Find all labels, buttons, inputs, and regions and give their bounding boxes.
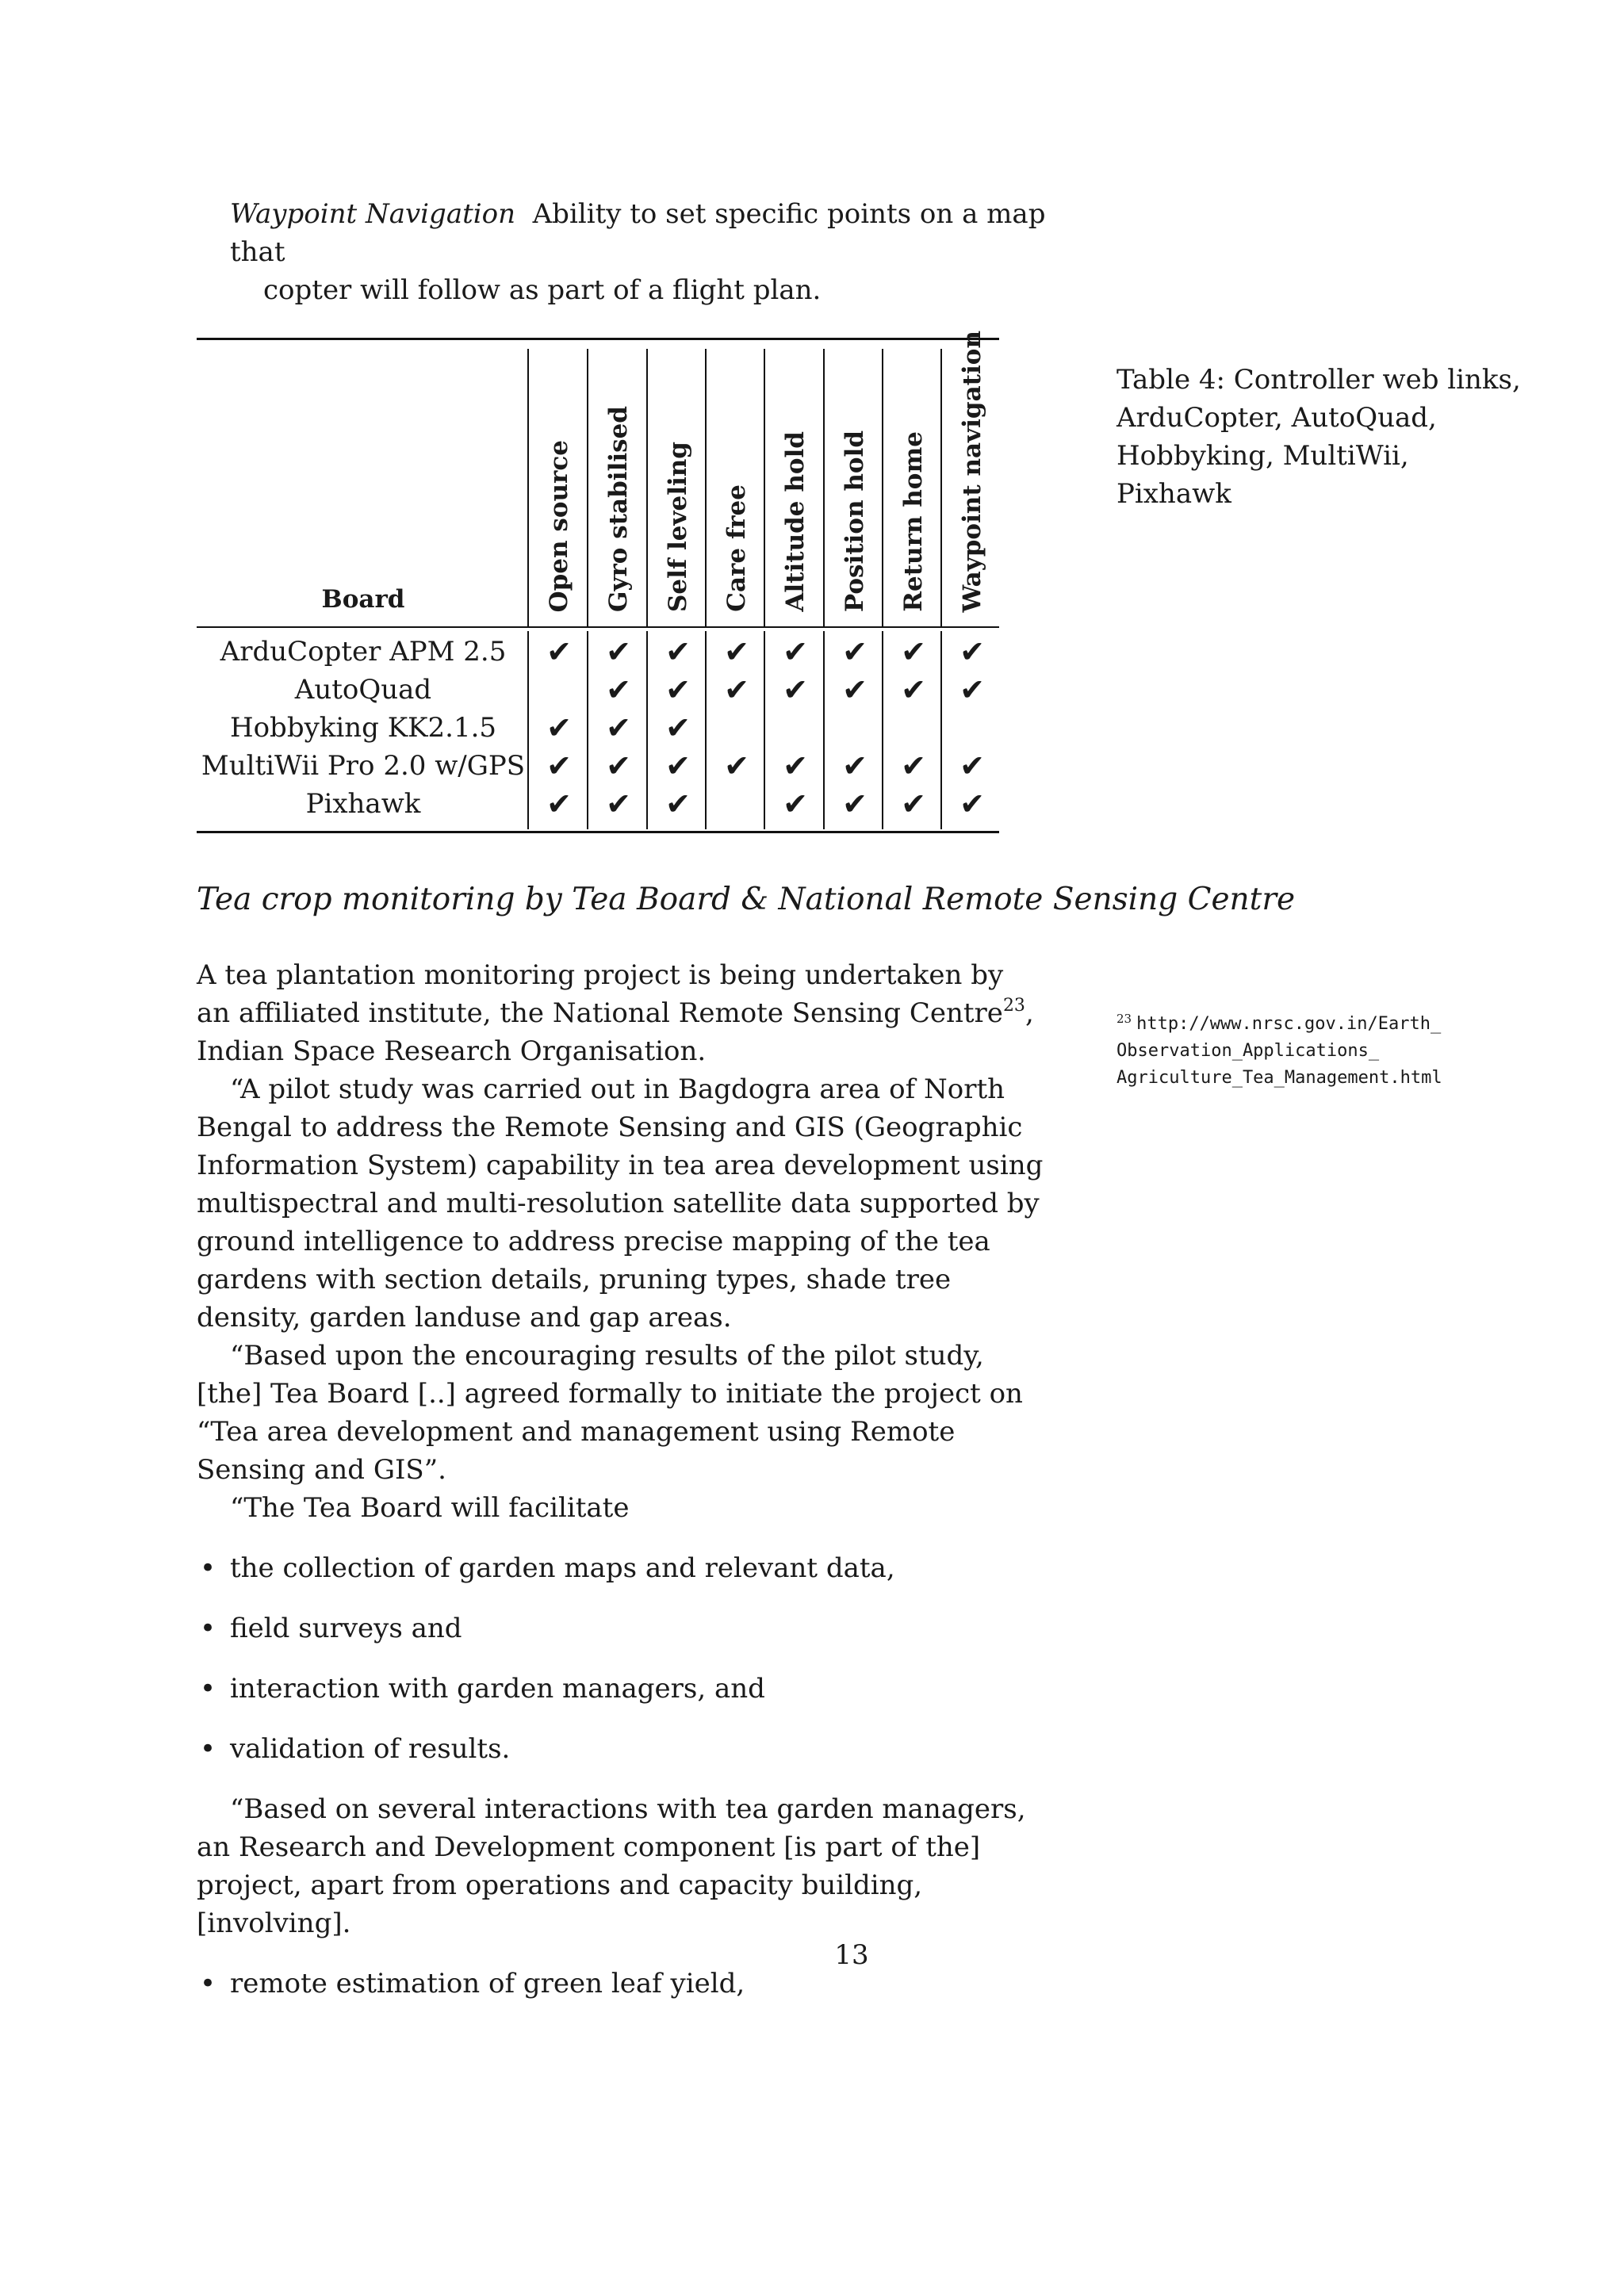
check-mark-icon: ✔ — [665, 672, 691, 707]
definition-term: Waypoint Navigation — [230, 198, 515, 230]
column-divider — [823, 349, 825, 626]
check-mark-icon: ✔ — [606, 634, 631, 669]
check-mark-icon: ✔ — [606, 710, 631, 745]
column-divider — [646, 631, 648, 829]
section-body — [197, 956, 1045, 2025]
column-header: Self leveling — [664, 441, 692, 612]
list-item: • remote estimation of green leaf yield, — [197, 1965, 1045, 2003]
sidenote-url-line1[interactable]: http://www.nrsc.gov.in/Earth_ — [1136, 1014, 1442, 1034]
column-header: Open source — [545, 439, 573, 612]
controller-table — [197, 330, 999, 834]
column-divider — [587, 349, 588, 626]
check-mark-icon: ✔ — [665, 634, 691, 669]
paragraph: “Based on several interactions with tea garden managers, an Research and Development component [is part of the] project, apart from operations and capacity building, [involving]. — [197, 1793, 1026, 1939]
column-divider — [940, 349, 942, 626]
column-header: Care free — [722, 484, 751, 612]
table-bottom-rule — [197, 831, 999, 833]
board-name: AutoQuad — [294, 674, 432, 706]
check-mark-icon: ✔ — [724, 672, 749, 707]
definition-text-line1: Ability to set specific points on a map that — [230, 198, 1046, 268]
paragraph: “A pilot study was carried out in Bagdogra area of North Bengal to address the Remote Sensing and GIS (Geographic Information System) capability in tea area development using multispectral and multi-resolution satellite data supported by ground intelligence to address precise mapping of the tea gardens with section details, pruning types, shade tree density, garden landuse and gap areas. — [197, 1073, 1044, 1334]
paragraph: “Based upon the encouraging results of the pilot study, [the] Tea Board [..] agreed formally to initiate the project on “Tea area development and management using Remote Sensing and GIS”. — [197, 1340, 1023, 1486]
check-mark-icon: ✔ — [783, 786, 808, 821]
board-name: ArduCopter APM 2.5 — [220, 636, 507, 668]
check-mark-icon: ✔ — [724, 748, 749, 783]
section-title: Tea crop monitoring by Tea Board & National Remote Sensing Centre — [197, 882, 1296, 917]
check-mark-icon: ✔ — [665, 710, 691, 745]
column-divider — [882, 349, 883, 626]
check-mark-icon: ✔ — [842, 634, 868, 669]
paragraph: A tea plantation monitoring project is being undertaken by an affiliated institute, the National Remote Sensing Centre$^{23}$, Indian Space Research Organisation. — [197, 959, 1034, 1067]
table-caption: Table 4: Controller web links, ArduCopter, AutoQuad, Hobbyking, MultiWii, Pixhawk — [1116, 364, 1521, 510]
check-mark-icon: ✔ — [546, 786, 572, 821]
check-mark-icon: ✔ — [606, 748, 631, 783]
check-mark-icon: ✔ — [901, 786, 926, 821]
check-mark-icon: ✔ — [783, 672, 808, 707]
column-divider — [587, 631, 588, 829]
check-mark-icon: ✔ — [665, 748, 691, 783]
check-mark-icon: ✔ — [901, 672, 926, 707]
sidenote-number: 23 — [1116, 1012, 1132, 1026]
check-mark-icon: ✔ — [546, 634, 572, 669]
list-item: • field surveys and — [197, 1609, 1045, 1647]
table-top-rule — [197, 338, 999, 340]
column-divider — [764, 349, 765, 626]
list-item: • the collection of garden maps and relevant data, — [197, 1549, 1045, 1587]
check-mark-icon: ✔ — [959, 748, 985, 783]
board-name: MultiWii Pro 2.0 w/GPS — [201, 750, 526, 782]
page-number: 13 — [834, 1939, 869, 1971]
check-mark-icon: ✔ — [901, 748, 926, 783]
check-mark-icon: ✔ — [959, 672, 985, 707]
check-mark-icon: ✔ — [724, 634, 749, 669]
check-mark-icon: ✔ — [901, 634, 926, 669]
check-mark-icon: ✔ — [959, 786, 985, 821]
sidenote-23 — [1116, 1005, 1592, 1092]
check-mark-icon: ✔ — [842, 672, 868, 707]
check-mark-icon: ✔ — [546, 748, 572, 783]
sidenote-url-line3[interactable]: Agriculture_Tea_Management.html — [1116, 1068, 1442, 1088]
column-divider — [705, 349, 707, 626]
column-header: Gyro stabilised — [604, 405, 633, 612]
board-column-header: Board — [321, 585, 405, 614]
check-mark-icon: ✔ — [959, 634, 985, 669]
check-mark-icon: ✔ — [665, 786, 691, 821]
footnote-ref: 23 — [1002, 996, 1025, 1016]
column-divider — [646, 349, 648, 626]
check-mark-icon: ✔ — [842, 748, 868, 783]
definition-entry — [230, 195, 1063, 309]
check-mark-icon: ✔ — [842, 786, 868, 821]
check-mark-icon: ✔ — [546, 710, 572, 745]
column-header: Position hold — [841, 430, 869, 612]
paragraph: “The Tea Board will facilitate — [230, 1492, 630, 1524]
check-mark-icon: ✔ — [783, 748, 808, 783]
facilitate-list — [197, 1549, 1045, 1768]
board-name: Hobbyking KK2.1.5 — [229, 712, 497, 744]
check-mark-icon: ✔ — [606, 786, 631, 821]
list-item: • validation of results. — [197, 1730, 1045, 1768]
column-header: Altitude hold — [781, 431, 810, 612]
table-mid-rule — [197, 626, 999, 628]
board-name: Pixhawk — [305, 788, 421, 820]
column-header: Waypoint navigation — [958, 330, 986, 612]
definition-text-line2: copter will follow as part of a flight plan. — [263, 274, 822, 306]
check-mark-icon: ✔ — [606, 672, 631, 707]
list-item: • interaction with garden managers, and — [197, 1670, 1045, 1708]
sidenote-url-line2[interactable]: Observation_Applications_ — [1116, 1041, 1380, 1061]
column-divider — [527, 349, 529, 626]
column-divider — [823, 631, 825, 829]
column-header: Return home — [899, 431, 928, 612]
check-mark-icon: ✔ — [783, 634, 808, 669]
